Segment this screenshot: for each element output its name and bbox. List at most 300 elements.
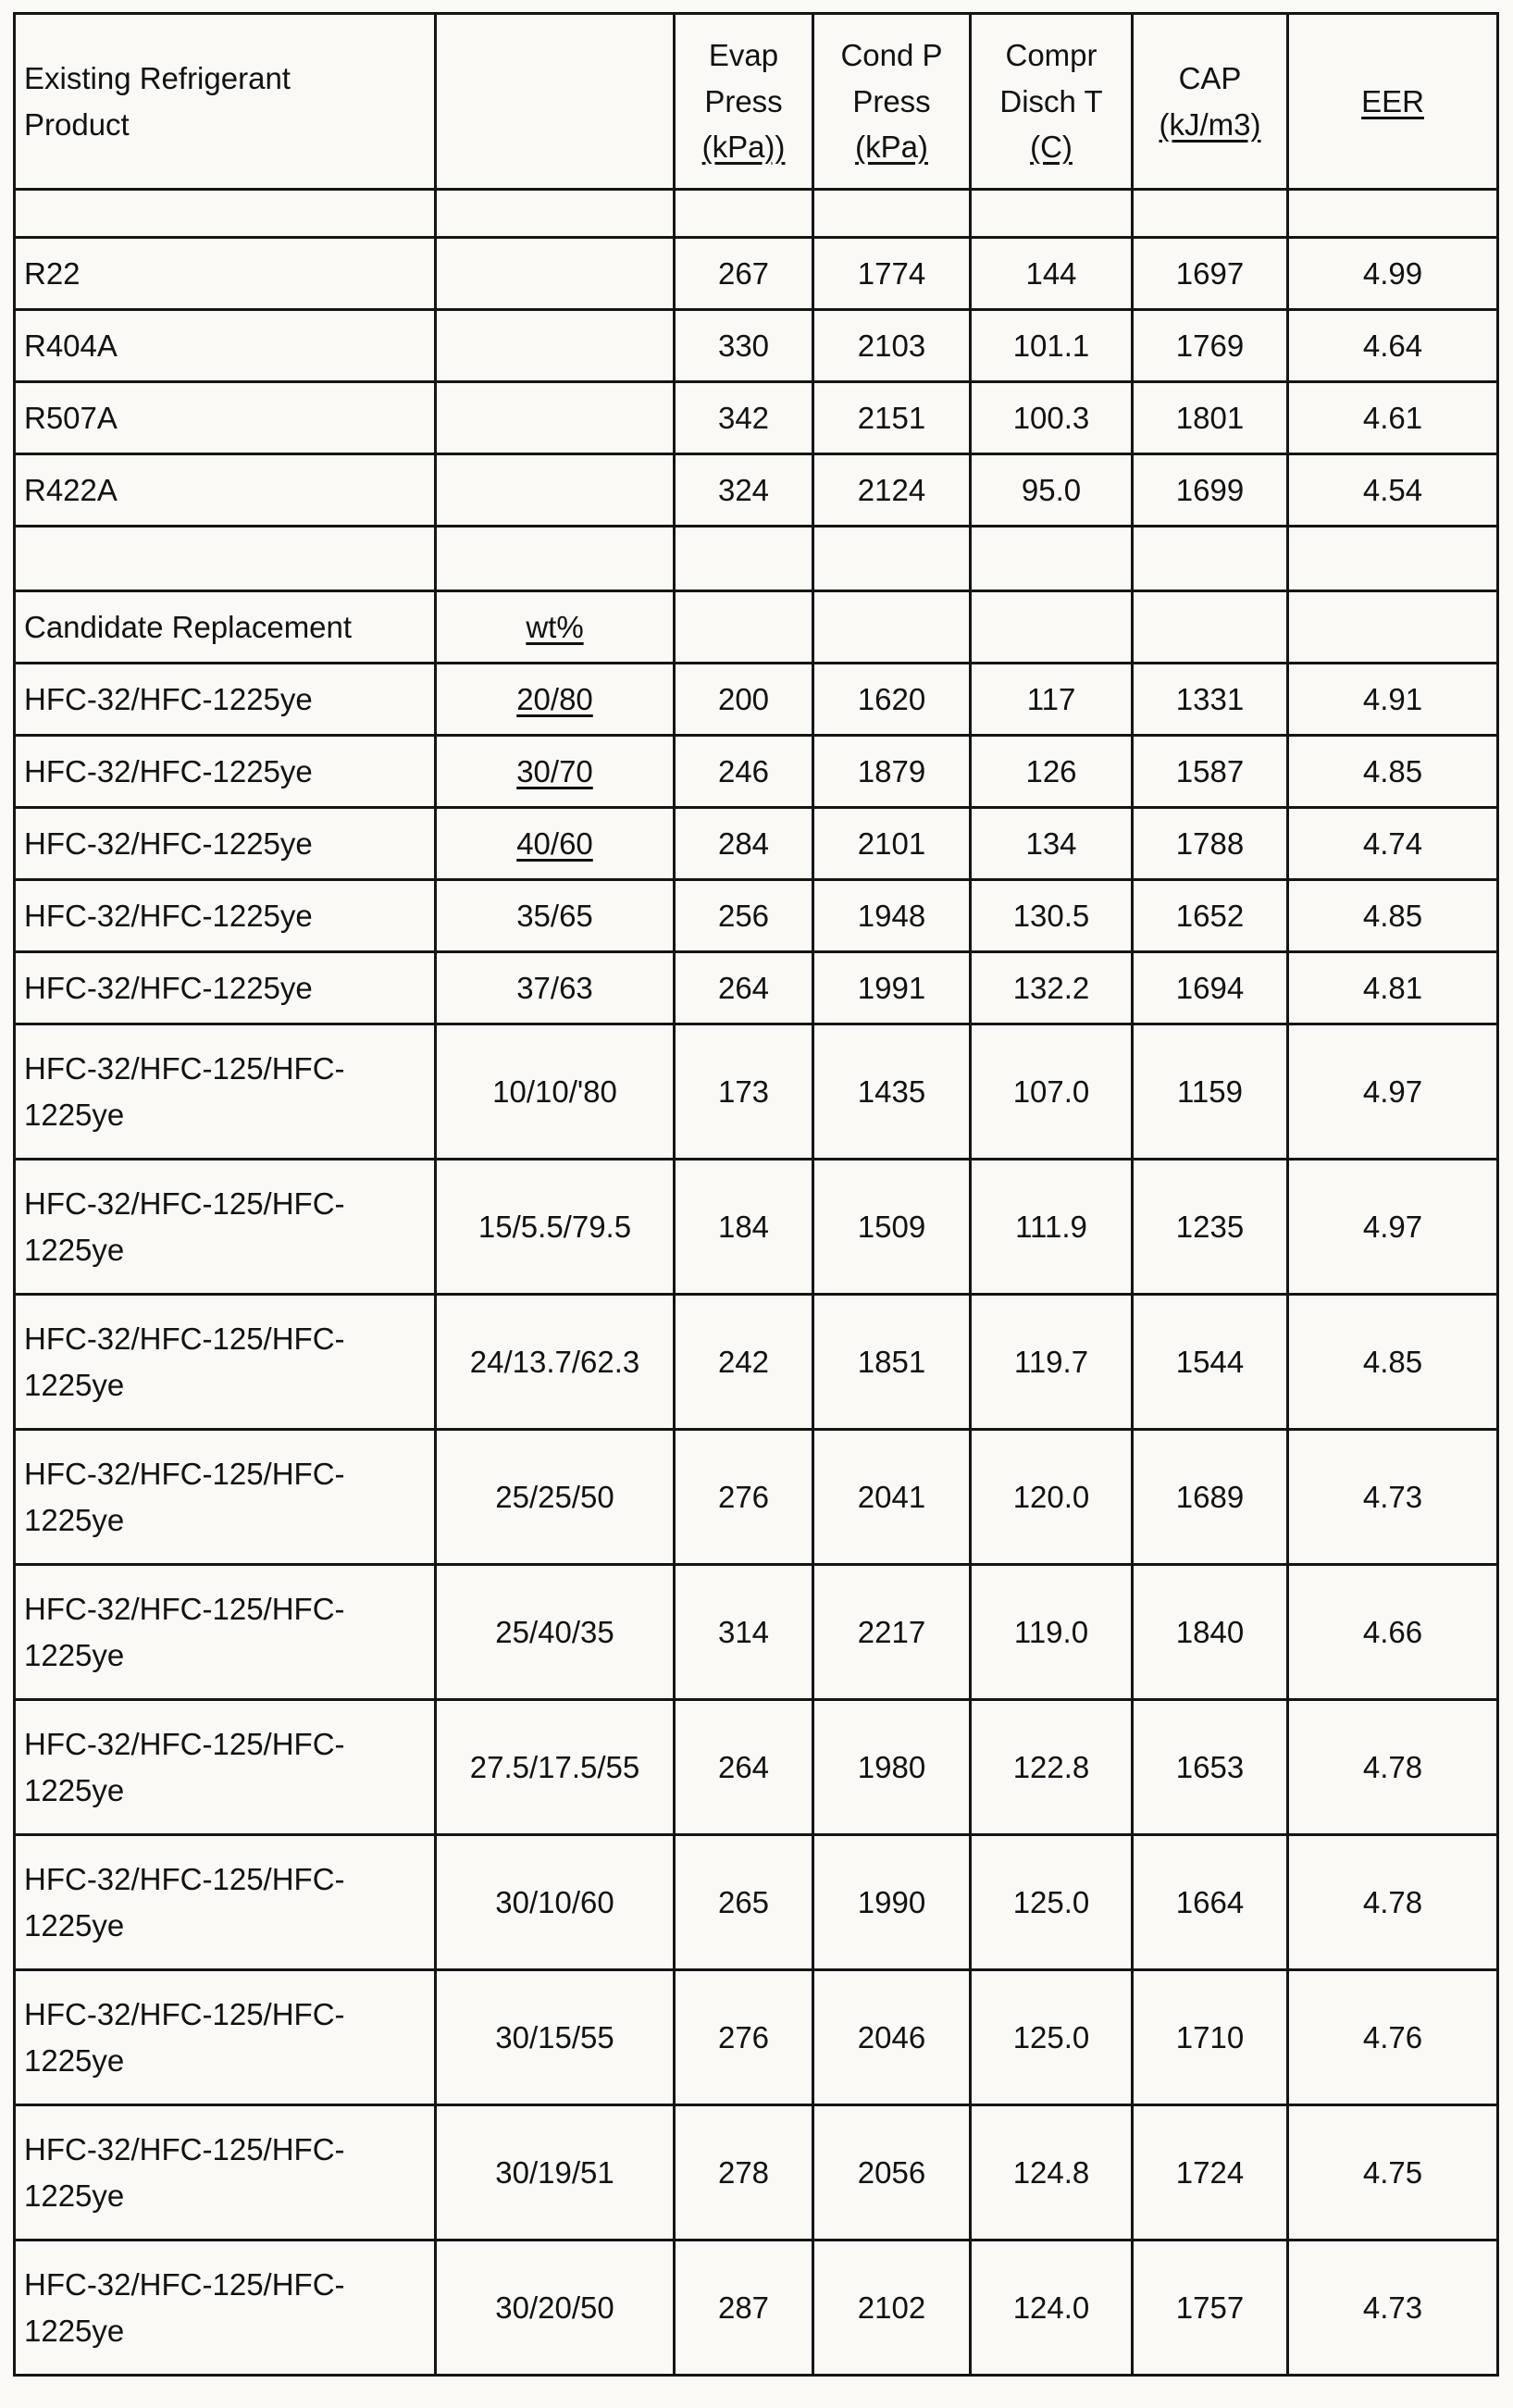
cell-text: 25/40/35: [495, 1614, 614, 1649]
table-cell: [1133, 238, 1288, 310]
table-cell: [813, 2240, 971, 2376]
cell-text: 256: [717, 898, 770, 933]
table-cell: [1133, 1295, 1288, 1430]
table-row: [15, 1565, 1498, 1700]
cell-text: Cond P: [840, 38, 943, 73]
table-cell: [675, 808, 813, 880]
cell-text: 124.8: [1012, 2154, 1090, 2190]
table-cell: [1288, 808, 1498, 880]
table-cell: [813, 1565, 971, 1700]
cell-text: 1710: [1175, 2019, 1245, 2054]
cell-text: 324: [717, 472, 770, 507]
cell-text: 130.5: [1012, 898, 1090, 933]
table-cell: [1133, 1430, 1288, 1565]
cell-text: 119.0: [1013, 1614, 1089, 1649]
table-cell: [971, 454, 1133, 527]
cell-text: 144: [1025, 255, 1077, 291]
cell-text: 4.99: [1362, 255, 1423, 291]
cell-text: 4.54: [1362, 472, 1423, 507]
cell-text: HFC-32/HFC-125/HFC-: [24, 1592, 345, 1626]
cell-text: 4.75: [1362, 2154, 1423, 2190]
table-row: [15, 736, 1498, 808]
header-cell: [1288, 14, 1498, 190]
cell-text: 1159: [1177, 1074, 1243, 1109]
table-cell: [813, 664, 971, 736]
table-cell: [15, 310, 436, 382]
table-cell: [675, 1700, 813, 1835]
table-header-row: [15, 14, 1498, 190]
cell-text: 1697: [1175, 255, 1245, 291]
table-cell: [971, 1970, 1133, 2105]
cell-text: 1991: [857, 970, 926, 1005]
cell-text: 287: [717, 2290, 770, 2325]
table-cell: [971, 1835, 1133, 1970]
table-cell: [971, 591, 1133, 664]
table-cell: [15, 664, 436, 736]
cell-text: 4.91: [1362, 681, 1423, 716]
table-cell: [1133, 952, 1288, 1024]
table-cell: [813, 736, 971, 808]
table-cell: [436, 190, 675, 238]
table-cell: [971, 952, 1133, 1024]
cell-text: 184: [717, 1209, 770, 1244]
cell-text: HFC-32/HFC-125/HFC-: [24, 1727, 345, 1761]
cell-text: 4.97: [1362, 1209, 1423, 1244]
table-cell: [436, 2105, 675, 2240]
cell-text: 1788: [1175, 825, 1245, 861]
cell-text: 4.81: [1362, 970, 1423, 1005]
cell-text: CAP: [1178, 61, 1242, 95]
cell-text: 20/80: [516, 681, 593, 716]
cell-text: 30/70: [516, 753, 593, 788]
table-cell: [15, 880, 436, 952]
cell-text: 1879: [857, 753, 926, 788]
table-cell: [1288, 2240, 1498, 2376]
cell-text: 264: [717, 1749, 770, 1784]
cell-text: HFC-32/HFC-125/HFC-: [24, 1051, 345, 1086]
table-cell: [15, 1700, 436, 1835]
table-cell: [675, 527, 813, 591]
table-row: [15, 664, 1498, 736]
table-cell: [971, 1430, 1133, 1565]
table-cell: [971, 1295, 1133, 1430]
table-cell: [1133, 880, 1288, 952]
cell-text: 2103: [857, 328, 926, 363]
table-cell: [813, 952, 971, 1024]
table-cell: [675, 952, 813, 1024]
cell-text: 276: [717, 2019, 770, 2054]
cell-text: (C): [1030, 130, 1073, 165]
cell-text: 2046: [857, 2019, 926, 2054]
cell-text: 1769: [1175, 328, 1245, 363]
cell-text: 1774: [857, 255, 926, 291]
cell-text: 1225ye: [24, 1907, 125, 1943]
cell-text: 1235: [1175, 1209, 1245, 1244]
table-cell: [813, 1700, 971, 1835]
table-head: [15, 14, 1498, 190]
cell-text: 242: [717, 1344, 770, 1379]
table-cell: [675, 1835, 813, 1970]
cell-text: HFC-32/HFC-125/HFC-: [24, 1322, 345, 1356]
cell-text: 4.97: [1362, 1074, 1423, 1109]
table-cell: [15, 1024, 436, 1160]
table-cell: [675, 238, 813, 310]
cell-text: 1620: [857, 681, 926, 716]
table-cell: [1133, 1700, 1288, 1835]
cell-text: 30/19/51: [495, 2154, 614, 2190]
table-cell: [436, 2240, 675, 2376]
cell-text: 95.0: [1021, 472, 1082, 507]
table-row: [15, 1700, 1498, 1835]
table-cell: [813, 382, 971, 454]
cell-text: 1331: [1175, 681, 1245, 716]
table-cell: [436, 1970, 675, 2105]
cell-text: 1225ye: [24, 1097, 125, 1132]
cell-text: 1225ye: [24, 1637, 125, 1672]
cell-text: 107.0: [1012, 1074, 1090, 1109]
cell-text: 101.1: [1012, 328, 1090, 363]
table-cell: [971, 238, 1133, 310]
table-cell: [1288, 1430, 1498, 1565]
cell-text: 15/5.5/79.5: [477, 1209, 632, 1244]
cell-text: 284: [717, 825, 770, 861]
table-cell: [813, 238, 971, 310]
table-cell: [1133, 382, 1288, 454]
table-cell: [436, 808, 675, 880]
table-cell: [15, 382, 436, 454]
table-cell: [1133, 1024, 1288, 1160]
cell-text: 120.0: [1012, 1479, 1090, 1514]
table-cell: [971, 1024, 1133, 1160]
table-cell: [1133, 1835, 1288, 1970]
cell-text: 1689: [1175, 1479, 1245, 1514]
table-row: [15, 1430, 1498, 1565]
table-cell: [436, 664, 675, 736]
cell-text: 1653: [1175, 1749, 1245, 1784]
cell-text: 2101: [857, 825, 926, 861]
cell-text: 1225ye: [24, 2042, 125, 2078]
cell-text: 4.78: [1362, 1884, 1423, 1919]
cell-text: 4.73: [1362, 1479, 1423, 1514]
cell-text: HFC-32/HFC-1225ye: [24, 898, 313, 933]
table-cell: [15, 1565, 436, 1700]
table-cell: [1288, 1970, 1498, 2105]
table-cell: [675, 1970, 813, 2105]
cell-text: 126: [1025, 753, 1077, 788]
cell-text: (kJ/m3): [1159, 106, 1261, 142]
table-row: [15, 591, 1498, 664]
table-cell: [436, 310, 675, 382]
table-cell: [1288, 1700, 1498, 1835]
table-cell: [436, 454, 675, 527]
cell-text: 125.0: [1012, 2019, 1090, 2054]
table-row: [15, 382, 1498, 454]
cell-text: 276: [717, 1479, 770, 1514]
table-cell: [436, 1430, 675, 1565]
cell-text: 1225ye: [24, 1367, 125, 1402]
table-cell: [675, 664, 813, 736]
table-cell: [675, 190, 813, 238]
cell-text: 1225ye: [24, 1232, 125, 1267]
cell-text: 4.85: [1362, 1344, 1423, 1379]
table-cell: [813, 1160, 971, 1295]
cell-text: 330: [717, 328, 770, 363]
cell-text: 1225ye: [24, 1772, 125, 1807]
cell-text: R404A: [24, 328, 118, 363]
table-cell: [675, 880, 813, 952]
table-cell: [813, 880, 971, 952]
table-row: [15, 1024, 1498, 1160]
cell-text: 30/15/55: [495, 2019, 614, 2054]
table-cell: [1288, 880, 1498, 952]
table-cell: [15, 736, 436, 808]
table-row: [15, 2105, 1498, 2240]
table-cell: [971, 1565, 1133, 1700]
cell-text: 1435: [857, 1074, 926, 1109]
cell-text: 1851: [857, 1344, 926, 1379]
table-cell: [436, 1700, 675, 1835]
cell-text: 4.76: [1362, 2019, 1423, 2054]
table-cell: [1133, 527, 1288, 591]
table-cell: [971, 664, 1133, 736]
table-cell: [813, 1970, 971, 2105]
table-cell: [436, 880, 675, 952]
table-cell: [1288, 591, 1498, 664]
header-cell: [15, 14, 436, 190]
cell-text: 314: [717, 1614, 770, 1649]
cell-text: 35/65: [516, 898, 593, 933]
cell-text: Product: [24, 106, 130, 142]
table-row: [15, 310, 1498, 382]
table-row: [15, 808, 1498, 880]
cell-text: 1664: [1175, 1884, 1245, 1919]
table-row: [15, 190, 1498, 238]
cell-text: R422A: [24, 472, 118, 507]
table-row: [15, 952, 1498, 1024]
table-cell: [1133, 1565, 1288, 1700]
cell-text: 4.74: [1362, 825, 1423, 861]
table-cell: [15, 808, 436, 880]
cell-text: 1724: [1175, 2154, 1245, 2190]
table-cell: [813, 591, 971, 664]
cell-text: 1509: [857, 1209, 926, 1244]
table-cell: [675, 2240, 813, 2376]
table-cell: [436, 1295, 675, 1430]
table-cell: [436, 736, 675, 808]
cell-text: HFC-32/HFC-125/HFC-: [24, 2132, 345, 2166]
table-row: [15, 1970, 1498, 2105]
table-cell: [675, 1295, 813, 1430]
table-cell: [971, 1160, 1133, 1295]
cell-text: Press: [852, 83, 931, 118]
cell-text: 1225ye: [24, 2313, 125, 2348]
table-cell: [1288, 1835, 1498, 1970]
table-cell: [1133, 310, 1288, 382]
cell-text: 267: [717, 255, 770, 291]
cell-text: 122.8: [1012, 1749, 1090, 1784]
cell-text: R22: [24, 255, 81, 291]
table-cell: [971, 808, 1133, 880]
table-cell: [813, 808, 971, 880]
table-row: [15, 2240, 1498, 2376]
document-page: [0, 12, 1513, 2408]
table-cell: [1288, 664, 1498, 736]
table-cell: [1288, 382, 1498, 454]
table-cell: [1133, 664, 1288, 736]
table-cell: [675, 1430, 813, 1565]
cell-text: Existing Refrigerant: [24, 61, 291, 95]
table-row: [15, 1835, 1498, 1970]
table-cell: [1133, 190, 1288, 238]
table-cell: [675, 591, 813, 664]
table-cell: [971, 2105, 1133, 2240]
cell-text: HFC-32/HFC-125/HFC-: [24, 1457, 345, 1491]
cell-text: 1694: [1175, 970, 1245, 1005]
table-cell: [813, 1024, 971, 1160]
header-cell: [436, 14, 675, 190]
table-row: [15, 454, 1498, 527]
cell-text: 27.5/17.5/55: [469, 1749, 640, 1784]
cell-text: 2041: [857, 1479, 926, 1514]
table-cell: [1133, 1160, 1288, 1295]
cell-text: 132.2: [1012, 970, 1090, 1005]
table-cell: [971, 310, 1133, 382]
table-cell: [813, 527, 971, 591]
table-row: [15, 1295, 1498, 1430]
cell-text: 342: [717, 400, 770, 435]
cell-text: HFC-32/HFC-1225ye: [24, 753, 313, 788]
cell-text: HFC-32/HFC-125/HFC-: [24, 1186, 345, 1221]
cell-text: 1225ye: [24, 1502, 125, 1537]
table-cell: [15, 1430, 436, 1565]
cell-text: 4.85: [1362, 753, 1423, 788]
cell-text: EER: [1361, 83, 1424, 118]
table-cell: [675, 1160, 813, 1295]
table-cell: [436, 1160, 675, 1295]
table-cell: [675, 736, 813, 808]
table-cell: [675, 2105, 813, 2240]
cell-text: 119.7: [1013, 1344, 1089, 1379]
table-cell: [813, 190, 971, 238]
table-cell: [1133, 591, 1288, 664]
cell-text: 4.66: [1362, 1614, 1423, 1649]
table-cell: [1133, 808, 1288, 880]
table-cell: [1133, 454, 1288, 527]
table-cell: [675, 454, 813, 527]
cell-text: 2151: [857, 400, 926, 435]
cell-text: 1801: [1175, 400, 1245, 435]
table-cell: [15, 2240, 436, 2376]
table-row: [15, 238, 1498, 310]
table-cell: [1288, 952, 1498, 1024]
table-cell: [971, 880, 1133, 952]
table-cell: [971, 190, 1133, 238]
table-cell: [971, 736, 1133, 808]
cell-text: Compr: [1005, 38, 1098, 73]
cell-text: 4.85: [1362, 898, 1423, 933]
cell-text: 278: [717, 2154, 770, 2190]
table-cell: [971, 527, 1133, 591]
table-cell: [436, 591, 675, 664]
cell-text: 30/20/50: [495, 2290, 614, 2325]
cell-text: 1587: [1175, 753, 1245, 788]
cell-text: HFC-32/HFC-1225ye: [24, 825, 313, 861]
table-cell: [15, 238, 436, 310]
table-cell: [15, 2105, 436, 2240]
cell-text: R507A: [24, 400, 118, 435]
cell-text: 265: [717, 1884, 770, 1919]
cell-text: Evap: [708, 38, 779, 73]
table-cell: [15, 1970, 436, 2105]
cell-text: 246: [717, 753, 770, 788]
table-cell: [675, 1565, 813, 1700]
cell-text: HFC-32/HFC-125/HFC-: [24, 2267, 345, 2302]
table-cell: [15, 454, 436, 527]
cell-text: HFC-32/HFC-1225ye: [24, 681, 313, 716]
table-cell: [15, 190, 436, 238]
table-cell: [971, 1700, 1133, 1835]
cell-text: 1544: [1175, 1344, 1245, 1379]
table-row: [15, 1160, 1498, 1295]
table-cell: [971, 2240, 1133, 2376]
cell-text: 1990: [857, 1884, 926, 1919]
table-cell: [436, 1565, 675, 1700]
cell-text: (kPa)): [701, 130, 786, 165]
cell-text: 24/13.7/62.3: [469, 1344, 640, 1379]
table-cell: [1288, 1565, 1498, 1700]
table-cell: [813, 1295, 971, 1430]
cell-text: 134: [1025, 825, 1077, 861]
table-cell: [813, 1430, 971, 1565]
table-cell: [971, 382, 1133, 454]
table-cell: [1133, 2105, 1288, 2240]
table-cell: [1133, 736, 1288, 808]
refrigerant-comparison-table: [13, 12, 1499, 2377]
header-cell: [675, 14, 813, 190]
table-cell: [1288, 310, 1498, 382]
cell-text: 1225ye: [24, 2178, 125, 2213]
table-cell: [15, 1160, 436, 1295]
cell-text: 2102: [857, 2290, 926, 2325]
cell-text: 264: [717, 970, 770, 1005]
cell-text: 2124: [857, 472, 926, 507]
cell-text: 117: [1026, 681, 1076, 716]
table-cell: [436, 1835, 675, 1970]
header-cell: [1133, 14, 1288, 190]
table-cell: [15, 591, 436, 664]
table-cell: [1288, 2105, 1498, 2240]
table-cell: [15, 527, 436, 591]
cell-text: 111.9: [1015, 1209, 1087, 1244]
cell-text: 100.3: [1012, 400, 1090, 435]
table-cell: [436, 1024, 675, 1160]
table-cell: [1288, 454, 1498, 527]
cell-text: 4.78: [1362, 1749, 1423, 1784]
table-cell: [813, 454, 971, 527]
cell-text: 1699: [1175, 472, 1245, 507]
cell-text: 200: [717, 681, 770, 716]
cell-text: 4.64: [1362, 328, 1423, 363]
header-cell: [971, 14, 1133, 190]
table-cell: [15, 1835, 436, 1970]
table-cell: [813, 310, 971, 382]
table-cell: [1288, 1024, 1498, 1160]
table-cell: [1288, 527, 1498, 591]
cell-text: 4.73: [1362, 2290, 1423, 2325]
cell-text: 25/25/50: [495, 1479, 614, 1514]
cell-text: 4.61: [1362, 400, 1423, 435]
cell-text: 1948: [857, 898, 926, 933]
